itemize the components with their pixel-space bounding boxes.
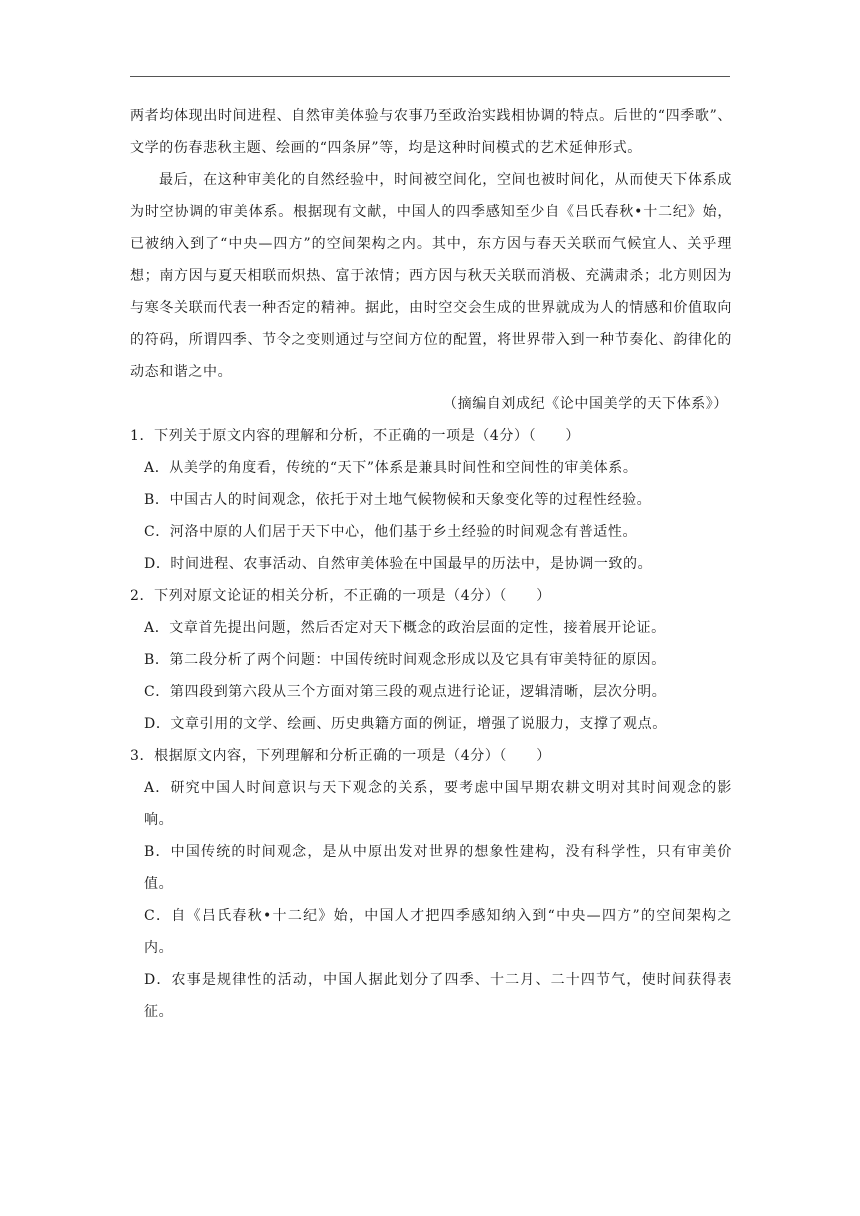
question-3 <box>130 740 732 1028</box>
passage-paragraph: 两者均体现出时间进程、自然审美体验与农事乃至政治实践相协调的特点。后世的“四季歌”、文学的伤春悲秋主题、绘画的“四条屏”等，均是这种时间模式的艺术延伸形式。 <box>130 108 732 156</box>
question-stem: 1．下列关于原文内容的理解和分析，不正确的一项是（4分）（ ） <box>130 428 581 444</box>
question-stem: 2．下列对原文论证的相关分析，不正确的一项是（4分）（ ） <box>130 588 551 604</box>
question-1 <box>130 420 732 580</box>
option-d: D．时间进程、农事活动、自然审美体验在中国最早的历法中，是协调一致的。 <box>144 556 653 572</box>
question-2 <box>130 580 732 740</box>
option-a: A．文章首先提出问题，然后否定对天下概念的政治层面的定性，接着展开论证。 <box>144 620 666 636</box>
option-d: D．农事是规律性的活动，中国人据此划分了四季、十二月、二十四节气，使时间获得表征。 <box>144 972 732 1020</box>
option-c: C．自《吕氏春秋•十二纪》始，中国人才把四季感知纳入到“中央—四方”的空间架构之内。 <box>144 908 732 956</box>
option-b: B．中国传统的时间观念，是从中原出发对世界的想象性建构，没有科学性，只有审美价值。 <box>144 844 732 892</box>
option-c: C．第四段到第六段从三个方面对第三段的观点进行论证，逻辑清晰，层次分明。 <box>144 684 667 700</box>
question-stem: 3．根据原文内容，下列理解和分析正确的一项是（4分）（ ） <box>130 748 551 764</box>
option-a: A．研究中国人时间意识与天下观念的关系，要考虑中国早期农耕文明对其时间观念的影响。 <box>144 780 732 828</box>
header-rule <box>130 76 730 77</box>
option-c: C．河洛中原的人们居于天下中心，他们基于乡土经验的时间观念有普适性。 <box>144 524 638 540</box>
option-b: B．第二段分析了两个问题：中国传统时间观念形成以及它具有审美特征的原因。 <box>144 652 666 668</box>
option-d: D．文章引用的文学、绘画、历史典籍方面的例证，增强了说服力，支撑了观点。 <box>144 716 667 732</box>
passage-paragraph: 最后，在这种审美化的自然经验中，时间被空间化，空间也被时间化，从而使天下体系成为时空协调的审美体系。根据现有文献，中国人的四季感知至少自《吕氏春秋•十二纪》始，已被纳入到了“中央—四方”的空间架构之内。其中，东方因与春天关联而气候宜人、关乎理想；南方因与夏天相联而炽热、富于浓情；西方因与秋天关联而消极、充满肃杀；北方则因为与寒冬关联而代表一种否定的精神。据此，由时空交会生成的世界就成为人的情感和价值取向的符码，所谓四季、节令之变则通过与空间方位的配置，将世界带入到一种节奏化、韵律化的动态和谐之中。 <box>130 172 732 380</box>
option-b: B．中国古人的时间观念，依托于对土地气候物候和天象变化等的过程性经验。 <box>144 492 652 508</box>
option-a: A．从美学的角度看，传统的“天下”体系是兼具时间性和空间性的审美体系。 <box>144 460 638 476</box>
passage-source: （摘编自刘成纪《论中国美学的天下体系》） <box>443 396 728 412</box>
document-body <box>130 100 732 1028</box>
